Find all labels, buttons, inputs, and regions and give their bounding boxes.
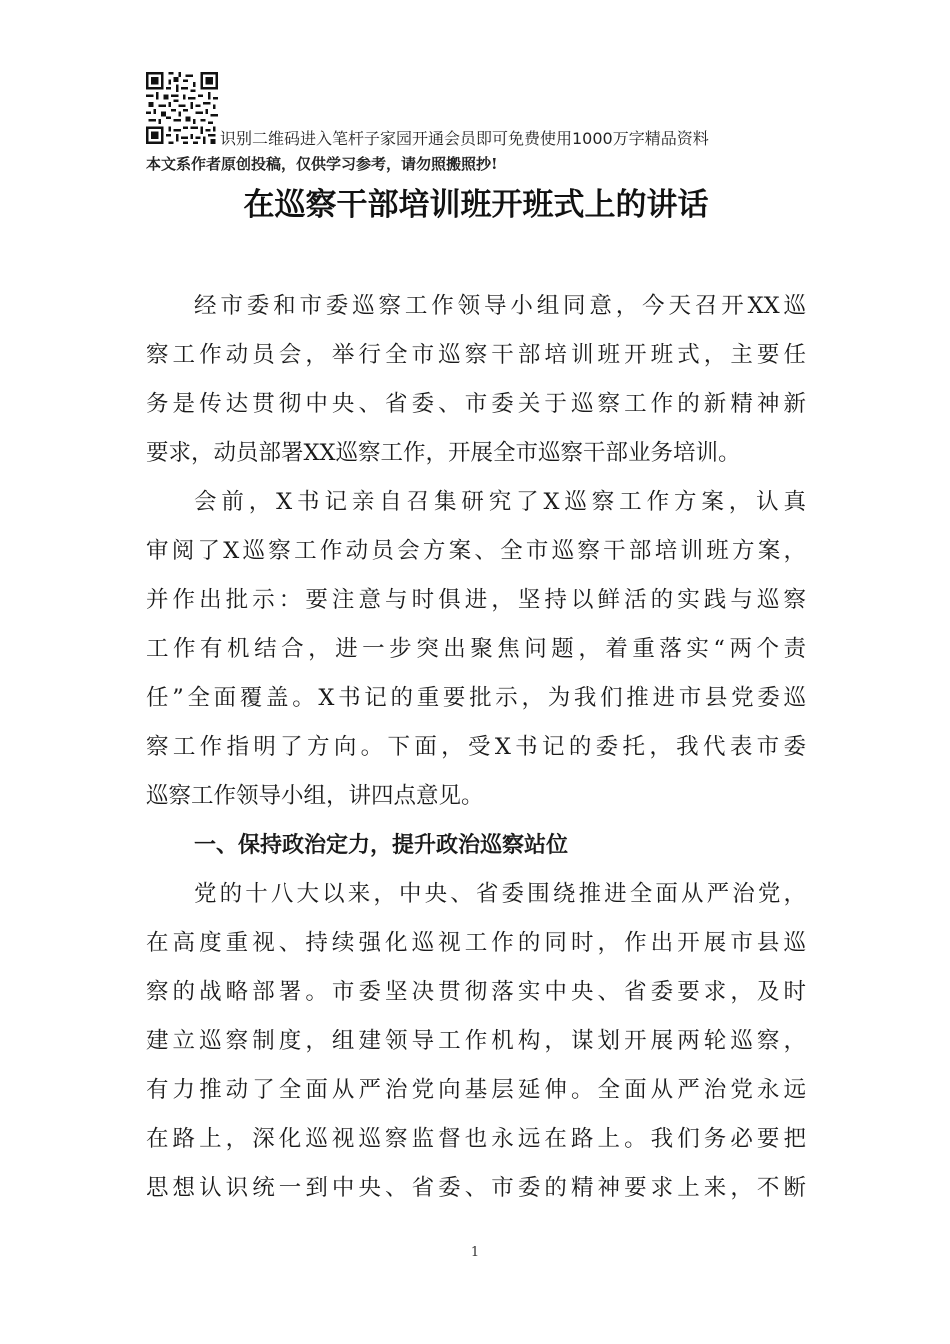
paragraph-line: 察工作动员会，举行全市巡察干部培训班开班式，主要任 (146, 342, 806, 368)
document-title: 在巡察干部培训班开班式上的讲话 (243, 187, 709, 223)
document-body (146, 282, 806, 1213)
promo-text: 识别二维码进入笔杆子家园开通会员即可免费使用1000万字精品资料 (220, 129, 709, 148)
paragraph-line: 会前，X书记亲自召集研究了X巡察工作方案，认真 (194, 489, 806, 515)
paragraph-line: 察的战略部署。市委坚决贯彻落实中央、省委要求，及时 (146, 979, 806, 1005)
paragraph-line: 并作出批示：要注意与时俱进，坚持以鲜活的实践与巡察 (146, 587, 806, 613)
paragraph-line: 要求，动员部署XX巡察工作，开展全市巡察干部业务培训。 (146, 440, 741, 466)
paragraph-line: 在路上，深化巡视巡察监督也永远在路上。我们务必要把 (146, 1126, 806, 1152)
section-heading: 一、保持政治定力，提升政治巡察站位 (194, 833, 569, 858)
copyright-notice: 本文系作者原创投稿，仅供学习参考，请勿照搬照抄! (146, 155, 498, 173)
paragraph-line: 巡察工作领导小组，讲四点意见。 (146, 783, 484, 809)
paragraph-line: 建立巡察制度，组建领导工作机构，谋划开展两轮巡察， (146, 1028, 806, 1054)
paragraph-line: 审阅了X巡察工作动员会方案、全市巡察干部培训班方案， (146, 538, 806, 564)
paragraph-line: 经市委和市委巡察工作领导小组同意，今天召开XX巡 (194, 293, 806, 319)
paragraph-line: 工作有机结合，进一步突出聚焦问题，着重落实“两个责 (146, 636, 806, 662)
paragraph-line: 有力推动了全面从严治党向基层延伸。全面从严治党永远 (146, 1077, 806, 1103)
paragraph-line: 在高度重视、持续强化巡视工作的同时，作出开展市县巡 (146, 930, 806, 956)
page-number: 1 (470, 1245, 480, 1260)
paragraph-line: 思想认识统一到中央、省委、市委的精神要求上来，不断 (146, 1175, 806, 1201)
paragraph-line: 党的十八大以来，中央、省委围绕推进全面从严治党， (194, 881, 806, 907)
paragraph-line: 察工作指明了方向。下面，受X书记的委托，我代表市委 (146, 734, 806, 760)
paragraph-line: 任”全面覆盖。X书记的重要批示，为我们推进市县党委巡 (146, 685, 806, 711)
qr-code-icon (146, 72, 218, 144)
paragraph-line: 务是传达贯彻中央、省委、市委关于巡察工作的新精神新 (146, 391, 806, 417)
